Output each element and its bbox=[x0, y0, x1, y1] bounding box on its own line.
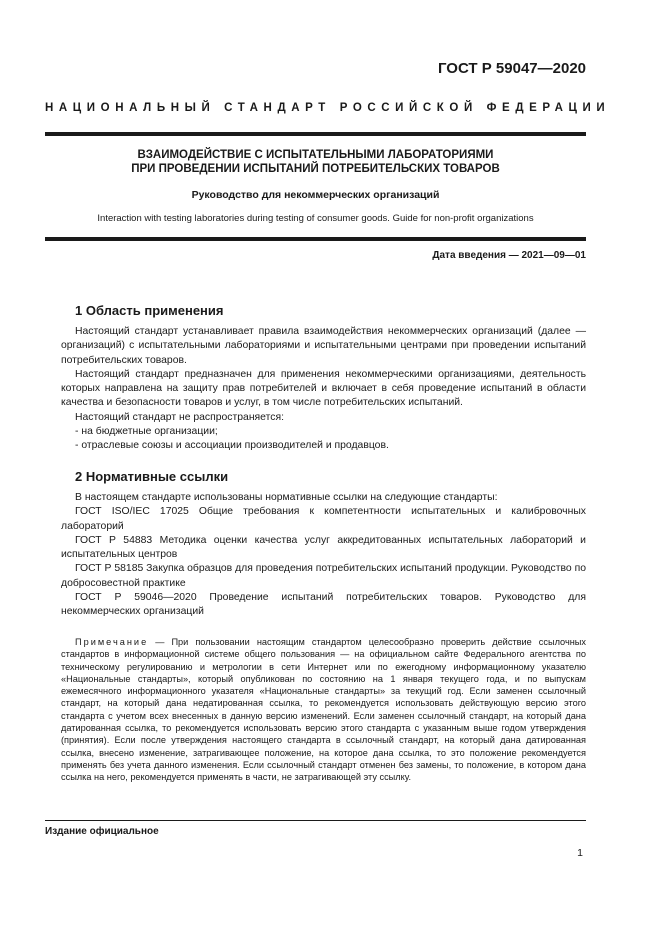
section-2-body bbox=[61, 491, 586, 620]
official-edition-label: Издание официальное bbox=[45, 826, 159, 837]
document-title bbox=[45, 148, 586, 176]
section-2-heading: 2 Нормативные ссылки bbox=[75, 469, 229, 484]
title-line-2: ПРИ ПРОВЕДЕНИИ ИСПЫТАНИЙ ПОТРЕБИТЕЛЬСКИХ ТОВАРОВ bbox=[131, 163, 500, 175]
footer-rule bbox=[45, 820, 586, 821]
national-standard-banner: НАЦИОНАЛЬНЫЙ СТАНДАРТ РОССИЙСКОЙ ФЕДЕРАЦИИ bbox=[45, 102, 611, 114]
title-bottom-rule bbox=[45, 237, 586, 241]
section-1-heading: 1 Область применения bbox=[75, 303, 224, 318]
page-number: 1 bbox=[577, 847, 583, 859]
introduction-date: Дата введения — 2021—09—01 bbox=[432, 250, 586, 261]
top-rule bbox=[45, 132, 586, 136]
normative-reference: ГОСТ Р 58185 Закупка образцов для проведения потребительских испытаний продукции. Руководство по добросовестной практике bbox=[61, 563, 586, 589]
document-subtitle: Руководство для некоммерческих организаций bbox=[191, 189, 440, 201]
english-title: Interaction with testing laboratories during testing of consumer goods. Guide for non-profit organizations bbox=[97, 213, 534, 224]
title-line-1: ВЗАИМОДЕЙСТВИЕ С ИСПЫТАТЕЛЬНЫМИ ЛАБОРАТОРИЯМИ bbox=[137, 149, 494, 161]
normative-reference: ГОСТ Р 54883 Методика оценки качества услуг аккредитованных испытательных лабораторий и испытательных центров bbox=[61, 534, 586, 561]
normative-reference: ГОСТ Р 59046—2020 Проведение испытаний потребительских товаров. Руководство для некоммерческих организаций bbox=[61, 592, 586, 618]
standard-designation: ГОСТ Р 59047—2020 bbox=[437, 60, 586, 77]
list-item: - отраслевые союзы и ассоциации производителей и продавцов. bbox=[75, 440, 389, 452]
normative-reference: ГОСТ ISO/IEC 17025 Общие требования к компетентности испытательных и калибровочных лабораторий bbox=[61, 506, 586, 532]
references-note bbox=[61, 636, 586, 784]
section-1-paragraph: Настоящий стандарт не распространяется: bbox=[75, 411, 284, 423]
section-2-paragraph: В настоящем стандарте использованы нормативные ссылки на следующие стандарты: bbox=[75, 492, 498, 503]
section-1-body bbox=[61, 325, 586, 454]
list-item: - на бюджетные организации; bbox=[75, 426, 218, 438]
note-label: Примечание bbox=[75, 637, 149, 647]
note-text: — При пользовании настоящим стандартом целесообразно проверить действие ссылочных стандартов в информационной системе общего пользования — на официальном сайте Федерального агентства по техническому регулированию и метрологии в сети Интернет или по ежегодному информационному указателю «Национальные стандарты», который опубликован по состоянию на 1 января текущего года, и по выпускам ежемесячного информационного указателя «Национальные стандарты» за текущий год. Если заменен ссылочный стандарт, на который дана недатированная ссылка, то рекомендуется использовать действующую версию этого стандарта с учетом всех внесенных в данную версию изменений. Если заменен ссылочный стандарт, на который дана датированная ссылка, то рекомендуется использовать версию этого стандарта с указанным выше годом утверждения (принятия). Если после утверждения настоящего стандарта в ссылочный стандарт, на который дана датированная ссылка, внесено изменение, затрагивающее положение, на которое дана ссылка, то это положение рекомендуется применять без учета данного изменения. Если ссылочный стандарт отменен без замены, то положение, в котором дана ссылка на него, рекомендуется применять в части, не затрагивающей эту ссылку. bbox=[61, 637, 586, 783]
section-1-paragraph: Настоящий стандарт предназначен для применения некоммерческими организациями, деятельность которых направлена на защиту прав потребителей и включает в себя проведение испытаний в области качества и безопасности товаров и услуг, в том числе потребительских испытаний. bbox=[61, 368, 586, 409]
section-1-paragraph: Настоящий стандарт устанавливает правила взаимодействия некоммерческих организаций (далее — организаций) с испытательными лабораториями и испытательными центрами при проведении испытаний потребительских товаров. bbox=[61, 326, 586, 366]
